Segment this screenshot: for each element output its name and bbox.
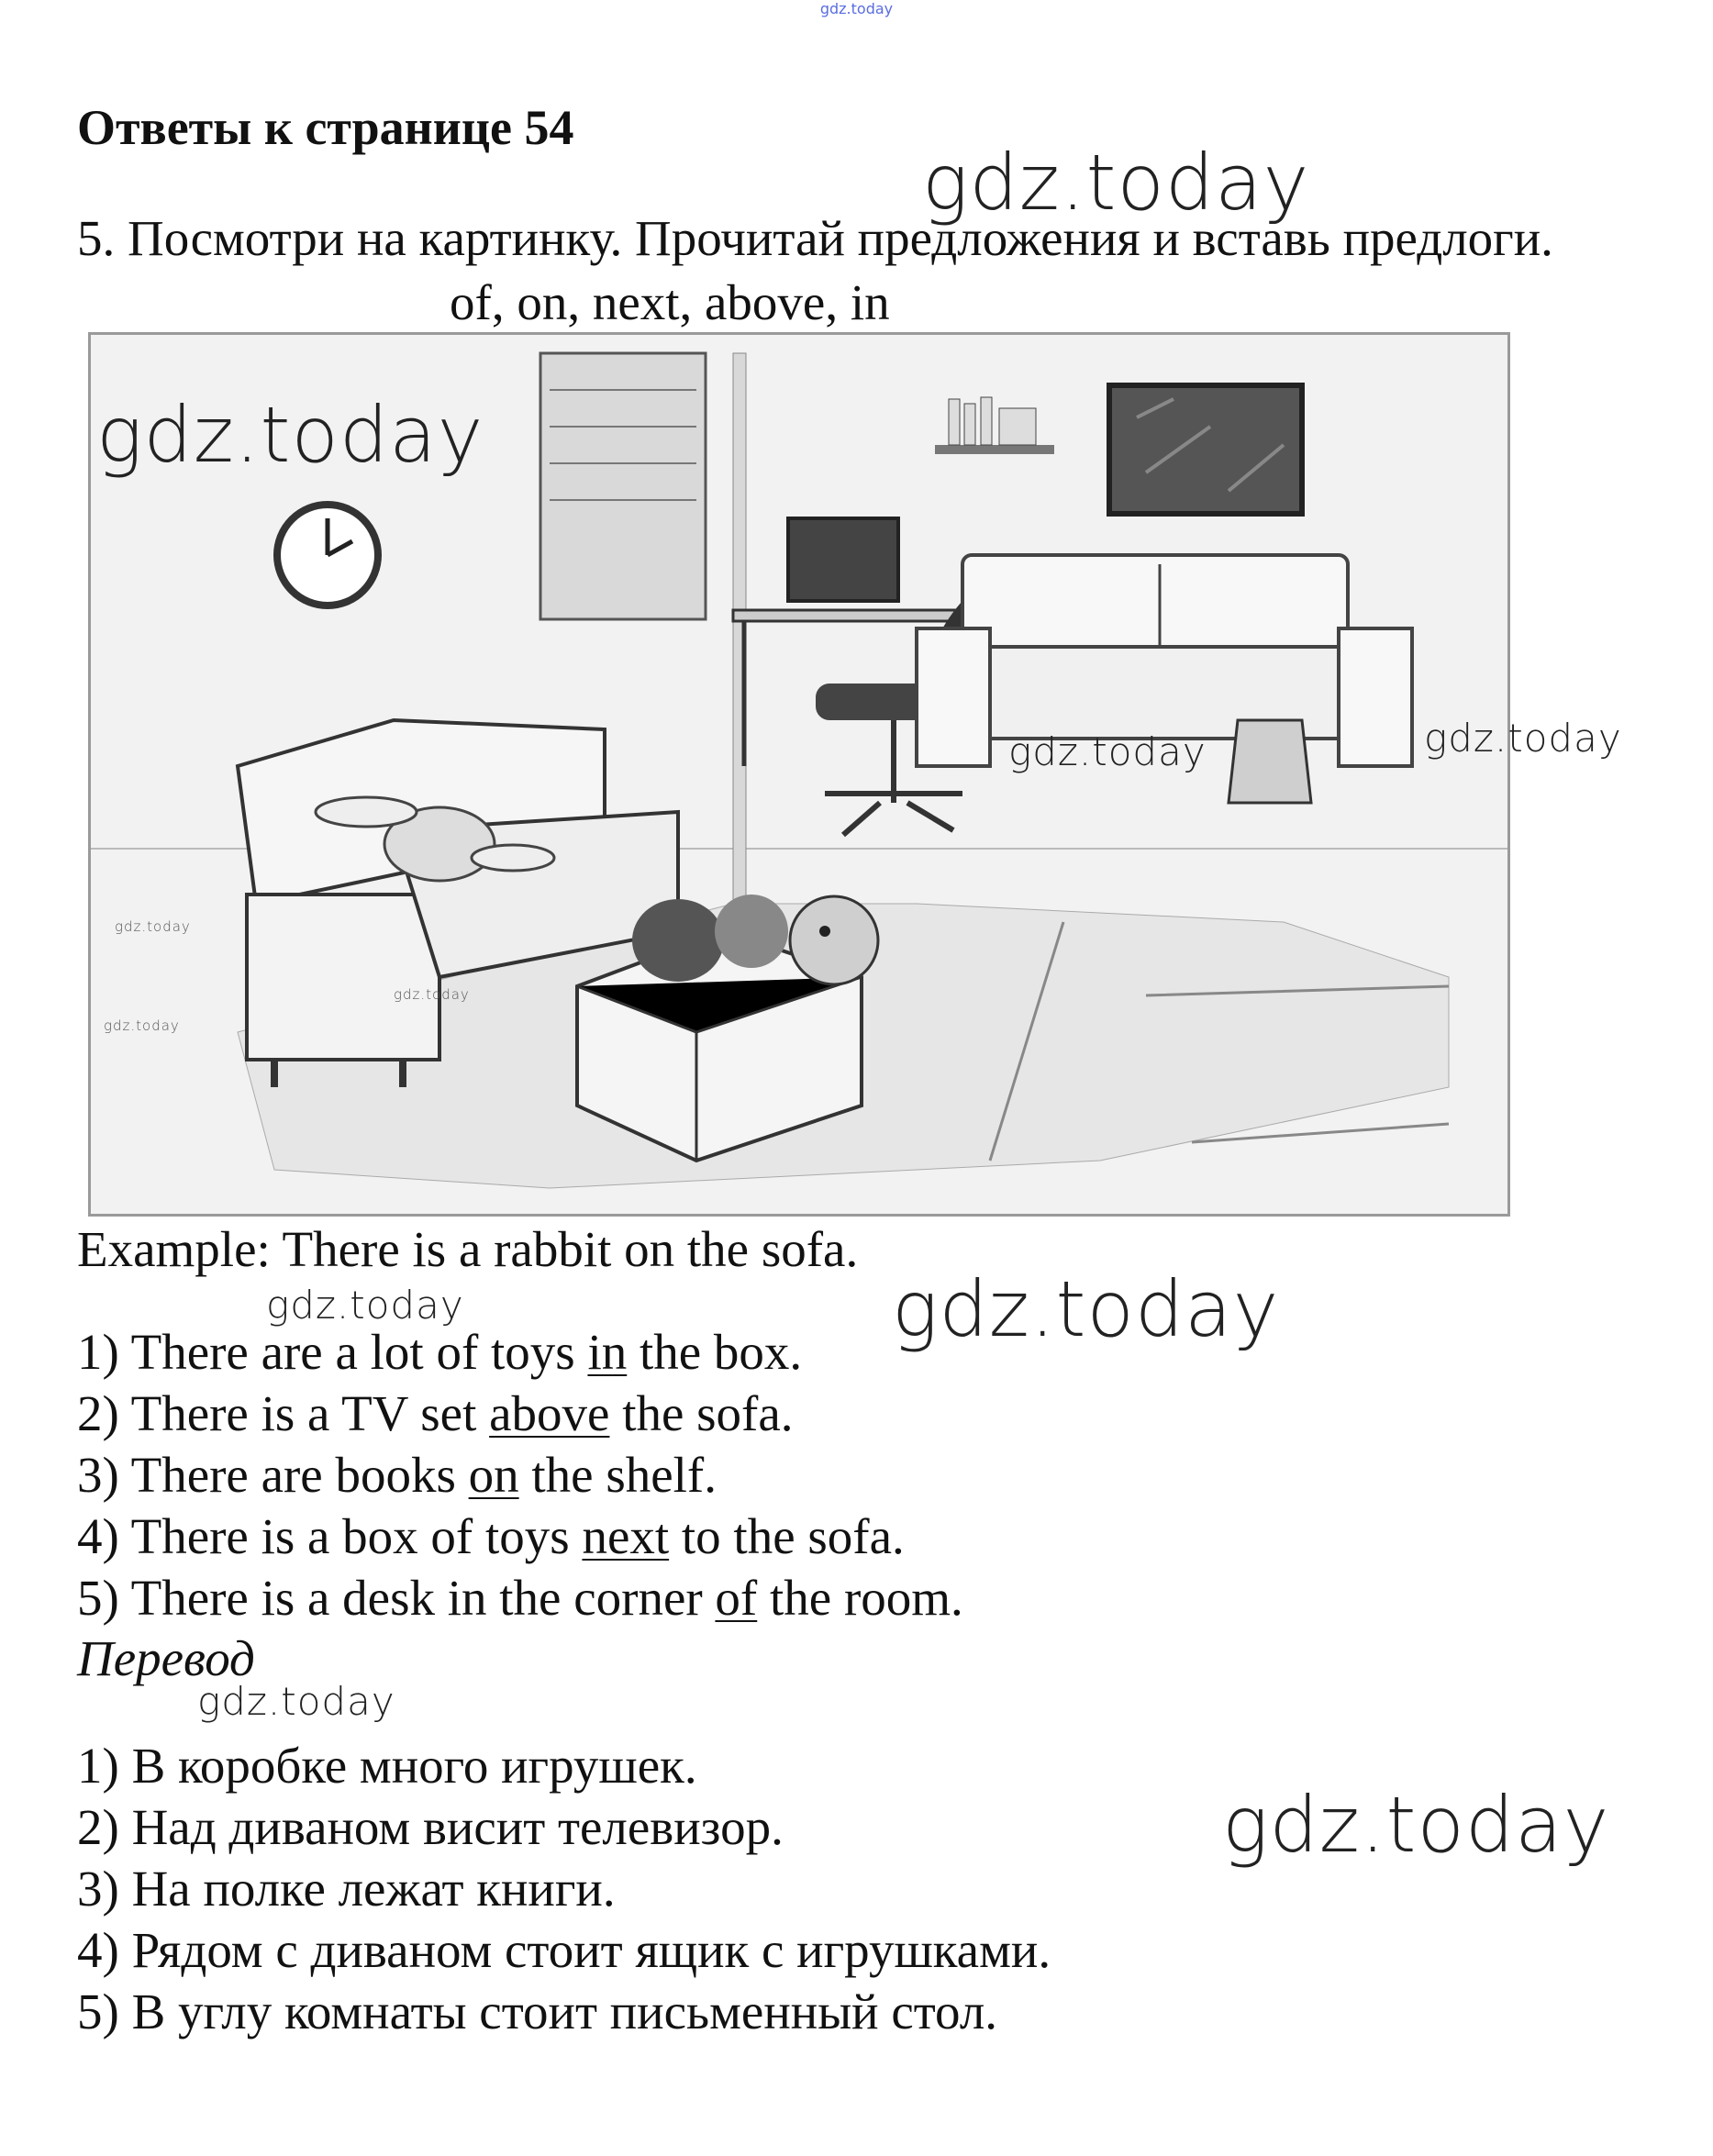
answer-line-3	[77, 1446, 717, 1504]
watermark: gdz.today	[922, 138, 1310, 228]
watermark: gdz.today	[197, 1679, 395, 1724]
watermark: gdz.today	[1222, 1780, 1610, 1870]
answer-text: the sofa.	[622, 1385, 794, 1441]
translation-line-3: 3) На полке лежат книги.	[77, 1861, 616, 1917]
watermark: gdz.today	[1424, 716, 1622, 761]
answer-text: There is a TV set	[130, 1385, 477, 1441]
preposition-list: of, on, next, above, in	[450, 274, 890, 330]
watermark: gdz.today	[104, 1017, 180, 1034]
translation-line-2: 2) Над диваном висит телевизор.	[77, 1799, 784, 1855]
answer-number: 3)	[77, 1447, 119, 1503]
answer-number: 2)	[77, 1385, 119, 1441]
room-illustration	[88, 332, 1510, 1217]
answer-line-1	[77, 1323, 802, 1381]
translation-heading: Перевод	[77, 1630, 255, 1686]
example-sentence: Example: There is a rabbit on the sofa.	[77, 1221, 859, 1277]
answer-text: There are books	[130, 1447, 456, 1503]
watermark: gdz.today	[1008, 729, 1207, 774]
translation-line-1: 1) В коробке много игрушек.	[77, 1738, 697, 1794]
answer-number: 5)	[77, 1570, 119, 1626]
answer-line-5	[77, 1569, 963, 1627]
translation-line-4: 4) Рядом с диваном стоит ящик с игрушками.	[77, 1922, 1051, 1978]
watermark: gdz.today	[115, 918, 191, 935]
answer-text: There is a box of toys	[130, 1508, 570, 1564]
answer-number: 4)	[77, 1508, 119, 1564]
answer-text: the shelf.	[531, 1447, 717, 1503]
watermark: gdz.today	[892, 1264, 1280, 1354]
answer-text: to the sofa.	[681, 1508, 905, 1564]
answer-preposition: next	[582, 1508, 670, 1564]
watermark: gdz.today	[266, 1283, 464, 1328]
answer-preposition: in	[587, 1324, 628, 1380]
translation-line-5: 5) В углу комнаты стоит письменный стол.	[77, 1984, 998, 2039]
watermark: gdz.today	[96, 390, 484, 480]
answer-text: the room.	[770, 1570, 963, 1626]
task-instruction: 5. Посмотри на картинку. Прочитай предложения и вставь предлоги.	[77, 210, 1553, 266]
answer-number: 1)	[77, 1324, 119, 1380]
page-title: Ответы к странице 54	[77, 100, 574, 155]
top-watermark: gdz.today	[819, 0, 894, 17]
answer-preposition: of	[715, 1570, 758, 1626]
answer-text: the box.	[639, 1324, 803, 1380]
answer-preposition: above	[489, 1385, 610, 1441]
watermark: gdz.today	[394, 986, 470, 1003]
answer-preposition: on	[468, 1447, 519, 1503]
answer-text: There are a lot of toys	[130, 1324, 575, 1380]
answer-text: There is a desk in the corner	[130, 1570, 703, 1626]
answer-line-2	[77, 1384, 794, 1442]
answer-line-4	[77, 1507, 905, 1565]
